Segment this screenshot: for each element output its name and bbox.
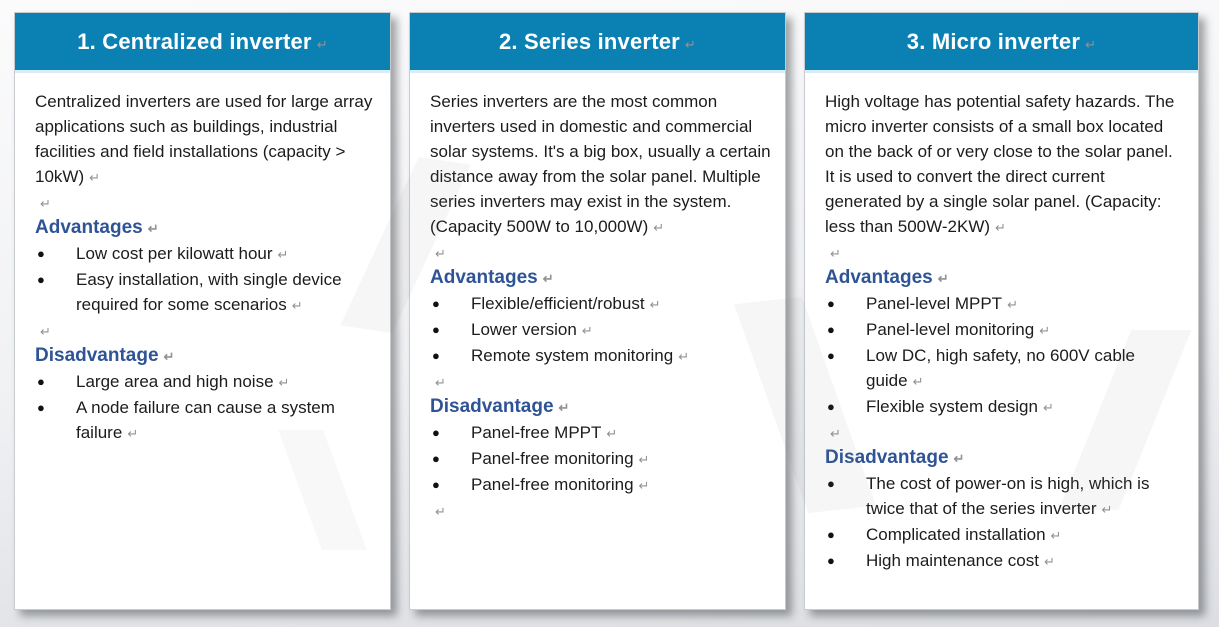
card-description [35, 89, 376, 190]
list-item [825, 317, 1184, 343]
paragraph-mark-icon: ↵ [649, 297, 661, 312]
advantages-list [35, 241, 376, 318]
list-item [35, 267, 376, 318]
card-centralized-inverter [14, 12, 391, 610]
list-item-text: Panel-level MPPT ↵ [866, 294, 1018, 313]
card-title [907, 29, 1096, 55]
bullet-icon: ● [432, 322, 440, 337]
list-item-text: Flexible/efficient/robust ↵ [471, 294, 661, 313]
list-item [430, 291, 771, 317]
blank-line [825, 240, 1184, 265]
paragraph-mark-icon: ↵ [830, 426, 841, 441]
paragraph-mark-icon: ↵ [277, 247, 289, 262]
card-header [410, 13, 785, 73]
description-text: Series inverters are the most common inverters used in domestic and commercial solar systems. It's a big box, usually a certain distance away from the solar panel. Multiple series inverters may exist in the system. (Capacity 500W to 10,000W) [430, 92, 771, 236]
description-text: Centralized inverters are used for large array applications such as buildings, industrial facilities and field installations (capacity > 10kW) [35, 92, 373, 186]
list-item-text: Easy installation, with single device required for some scenarios ↵ [76, 270, 342, 314]
blank-line [35, 318, 376, 343]
advantages-list [825, 291, 1184, 420]
bullet-icon: ● [827, 399, 835, 414]
list-item-text: Panel-free MPPT ↵ [471, 423, 618, 442]
description-text: High voltage has potential safety hazards. The micro inverter consists of a small box located on the back of or very close to the solar panel. It is used to convert the direct current generated by a single solar panel. (Capacity: less than 500W-2KW) [825, 92, 1175, 236]
list-item-text: Remote system monitoring ↵ [471, 346, 690, 365]
list-item [430, 343, 771, 369]
card-body [805, 73, 1198, 574]
paragraph-mark-icon: ↵ [291, 298, 303, 313]
list-item [825, 471, 1184, 522]
list-item [430, 472, 771, 498]
list-item-text: Lower version ↵ [471, 320, 593, 339]
blank-line [430, 498, 771, 523]
advantages-heading [825, 265, 1184, 291]
heading-text: Disadvantage [35, 345, 159, 366]
paragraph-mark-icon: ↵ [937, 271, 949, 286]
paragraph-mark-icon: ↵ [581, 323, 593, 338]
card-header [15, 13, 390, 73]
bullet-icon: ● [37, 272, 45, 287]
advantages-list [430, 291, 771, 369]
bullet-icon: ● [827, 553, 835, 568]
bullet-icon: ● [432, 296, 440, 311]
card-series-inverter [409, 12, 786, 610]
blank-line [35, 190, 376, 215]
list-item [430, 446, 771, 472]
card-title-text: 3. Micro inverter [906, 28, 1081, 54]
heading-text: Advantages [430, 267, 538, 288]
paragraph-mark-icon: ↵ [558, 400, 570, 415]
heading-text: Advantages [35, 217, 143, 238]
card-description [825, 89, 1184, 240]
card-body [15, 73, 390, 446]
list-item-text: Complicated installation ↵ [866, 525, 1062, 544]
paragraph-mark-icon: ↵ [830, 246, 841, 261]
list-item-text: Flexible system design ↵ [866, 397, 1054, 416]
disadvantage-heading [35, 343, 376, 369]
paragraph-mark-icon: ↵ [542, 271, 554, 286]
paragraph-mark-icon: ↵ [678, 349, 690, 364]
paragraph-mark-icon: ↵ [684, 36, 697, 52]
card-header [805, 13, 1198, 73]
paragraph-mark-icon: ↵ [435, 375, 446, 390]
card-title-text: 1. Centralized inverter [77, 28, 312, 54]
paragraph-mark-icon: ↵ [40, 196, 51, 211]
list-item [825, 522, 1184, 548]
bullet-icon: ● [432, 348, 440, 363]
disadvantage-heading [825, 445, 1184, 471]
list-item-text: Large area and high noise ↵ [76, 372, 290, 391]
list-item [430, 317, 771, 343]
paragraph-mark-icon: ↵ [163, 349, 175, 364]
bullet-icon: ● [827, 527, 835, 542]
paragraph-mark-icon: ↵ [1085, 36, 1097, 52]
list-item [35, 395, 376, 446]
list-item-text: The cost of power-on is high, which is twice that of the series inverter ↵ [866, 474, 1150, 518]
paragraph-mark-icon: ↵ [40, 324, 51, 339]
bullet-icon: ● [827, 296, 835, 311]
paragraph-mark-icon: ↵ [435, 246, 446, 261]
list-item-text: Low cost per kilowatt hour ↵ [76, 244, 289, 263]
paragraph-mark-icon: ↵ [638, 452, 650, 467]
paragraph-mark-icon: ↵ [953, 451, 965, 466]
paragraph-mark-icon: ↵ [1050, 528, 1062, 543]
card-title-text: 2. Series inverter [498, 28, 680, 54]
bullet-icon: ● [827, 348, 835, 363]
heading-text: Advantages [825, 267, 933, 288]
list-item [825, 548, 1184, 574]
heading-text: Disadvantage [430, 396, 554, 417]
card-body [410, 73, 785, 523]
bullet-icon: ● [827, 322, 835, 337]
paragraph-mark-icon: ↵ [278, 375, 290, 390]
card-title [499, 29, 696, 55]
paragraph-mark-icon: ↵ [995, 220, 1006, 235]
paragraph-mark-icon: ↵ [1007, 297, 1018, 312]
bullet-icon: ● [37, 246, 45, 261]
paragraph-mark-icon: ↵ [606, 426, 618, 441]
bullet-icon: ● [37, 374, 45, 389]
paragraph-mark-icon: ↵ [1101, 502, 1113, 517]
paragraph-mark-icon: ↵ [1042, 400, 1054, 415]
paragraph-mark-icon: ↵ [638, 478, 650, 493]
paragraph-mark-icon: ↵ [89, 170, 101, 185]
paragraph-mark-icon: ↵ [653, 220, 665, 235]
heading-text: Disadvantage [825, 447, 949, 468]
disadvantage-heading [430, 394, 771, 420]
list-item [430, 420, 771, 446]
list-item [825, 343, 1184, 394]
paragraph-mark-icon: ↵ [1043, 554, 1055, 569]
bullet-icon: ● [432, 425, 440, 440]
paragraph-mark-icon: ↵ [912, 374, 924, 389]
list-item-text: Panel-free monitoring ↵ [471, 475, 650, 494]
bullet-icon: ● [827, 476, 835, 491]
paragraph-mark-icon: ↵ [316, 36, 328, 52]
list-item-text: High maintenance cost ↵ [866, 551, 1055, 570]
list-item [35, 369, 376, 395]
paragraph-mark-icon: ↵ [1039, 323, 1051, 338]
card-title [77, 29, 328, 55]
advantages-heading [35, 215, 376, 241]
list-item-text: Panel-level monitoring ↵ [866, 320, 1051, 339]
blank-line [430, 240, 771, 265]
list-item [825, 394, 1184, 420]
paragraph-mark-icon: ↵ [127, 426, 139, 441]
card-micro-inverter [804, 12, 1199, 610]
paragraph-mark-icon: ↵ [435, 504, 446, 519]
bullet-icon: ● [432, 451, 440, 466]
disadvantages-list [430, 420, 771, 498]
bullet-icon: ● [37, 400, 45, 415]
card-description [430, 89, 771, 240]
blank-line [430, 369, 771, 394]
list-item-text: A node failure can cause a system failure ↵ [76, 398, 335, 442]
bullet-icon: ● [432, 477, 440, 492]
disadvantages-list [35, 369, 376, 446]
list-item-text: Panel-free monitoring ↵ [471, 449, 650, 468]
disadvantages-list [825, 471, 1184, 574]
advantages-heading [430, 265, 771, 291]
list-item [825, 291, 1184, 317]
list-item [35, 241, 376, 267]
list-item-text: Low DC, high safety, no 600V cable guide ↵ [866, 346, 1136, 390]
inverter-comparison-cards [14, 12, 1199, 610]
blank-line [825, 420, 1184, 445]
paragraph-mark-icon: ↵ [147, 221, 159, 236]
